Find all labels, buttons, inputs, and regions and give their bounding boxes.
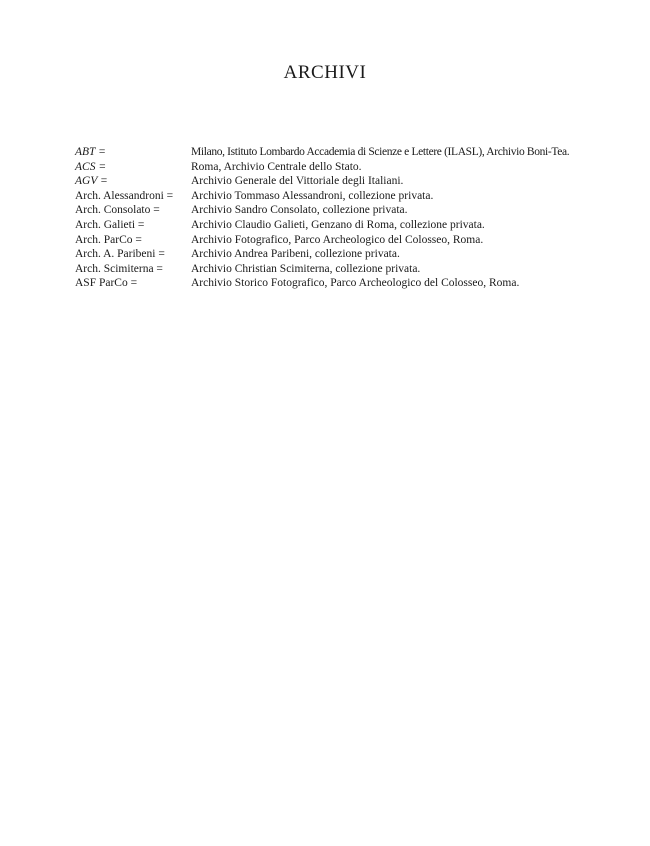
archive-abbreviation: Arch. Scimiterna = — [75, 262, 163, 275]
archive-abbreviation: Arch. Alessandroni = — [75, 189, 174, 202]
archive-entry — [75, 233, 615, 248]
archive-description: Archivio Andrea Paribeni, collezione privata. — [191, 248, 400, 261]
archive-description: Milano, Istituto Lombardo Accademia di Scienze e Lettere (ILASL), Archivio Boni-Tea. — [191, 146, 570, 158]
archive-abbreviation: ASF ParCo = — [75, 277, 138, 290]
archive-entry — [75, 160, 615, 175]
archive-entry — [75, 218, 615, 233]
archive-abbreviation: Arch. Galieti = — [75, 218, 145, 231]
archive-description: Archivio Generale del Vittoriale degli Italiani. — [191, 175, 404, 188]
archive-description: Archivio Fotografico, Parco Archeologico del Colosseo, Roma. — [191, 233, 484, 246]
archive-abbreviation: Arch. Consolato = — [75, 204, 160, 217]
archive-entry — [75, 203, 615, 218]
archive-entry — [75, 189, 615, 204]
archive-entry — [75, 247, 615, 262]
archive-entry — [75, 276, 615, 291]
archive-description: Archivio Sandro Consolato, collezione privata. — [191, 204, 408, 217]
archive-abbreviation: ABT = — [75, 146, 106, 158]
archive-entry — [75, 174, 615, 189]
archive-entry — [75, 262, 615, 277]
archive-abbreviation: AGV = — [75, 175, 108, 188]
archive-entry — [75, 145, 615, 160]
archive-description: Archivio Claudio Galieti, Genzano di Roma, collezione privata. — [191, 218, 485, 231]
archive-description: Archivio Christian Scimiterna, collezione privata. — [191, 262, 421, 275]
archive-description: Archivio Storico Fotografico, Parco Archeologico del Colosseo, Roma. — [191, 277, 520, 290]
archive-description: Archivio Tommaso Alessandroni, collezione privata. — [191, 189, 434, 202]
archive-abbreviation: Arch. A. Paribeni = — [75, 248, 165, 261]
archive-abbreviation: ACS = — [75, 160, 107, 173]
archive-description: Roma, Archivio Centrale dello Stato. — [191, 160, 362, 173]
archive-abbreviation: Arch. ParCo = — [75, 233, 142, 246]
page-title: ARCHIVI — [283, 62, 367, 83]
archive-list — [75, 145, 615, 291]
